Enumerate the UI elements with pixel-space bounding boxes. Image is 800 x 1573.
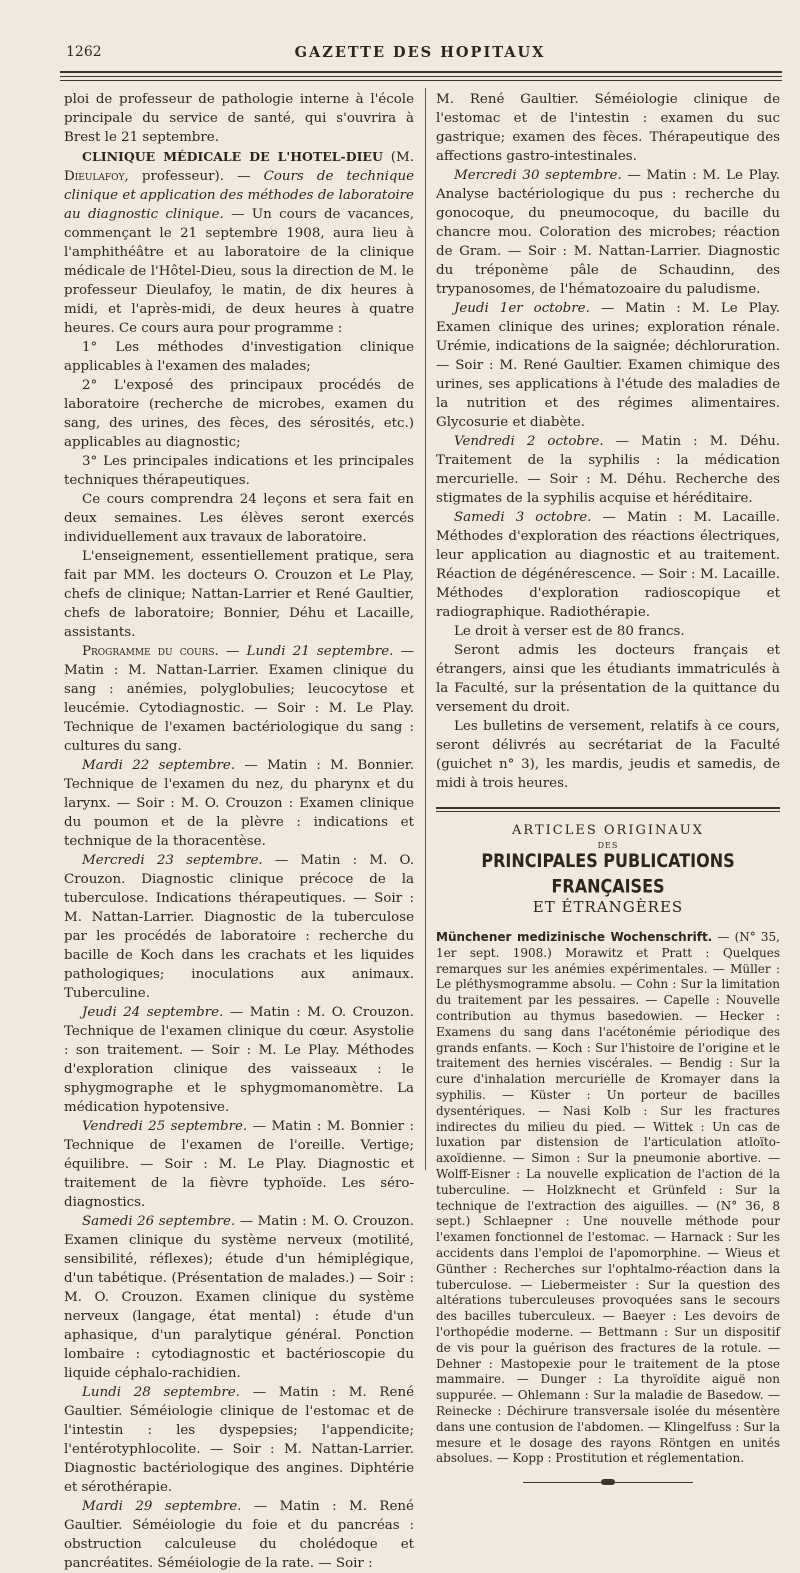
clinic-announcement: CLINIQUE MÉDICALE DE L'HOTEL-DIEU (M. Dieulafoy, professeur). — Cours de technique clinique et application des méthodes de laboratoire au diagnostic clinique. — Un cours de vacances, commençant le 21 septembre 1908, aura lieu à l'amphithéâtre et au laboratoire de la clinique médicale de l'Hôtel-Dieu, sous la direction de M. le professeur Dieulafoy, le matin, de dix heures à midi, et l'après-midi, de deux heures à quatre heures. Ce cours aura pour programme :	[64, 149, 414, 336]
header-rule-thick	[60, 71, 782, 73]
program-item: 3° Les principales indications et les principales techniques thérapeutiques.	[64, 454, 414, 488]
section-header	[436, 807, 780, 918]
section-title: ARTICLES ORIGINAUX	[512, 823, 704, 838]
course-title: Cours de technique clinique et application des méthodes de laboratoire au diagnostic clinique.	[64, 169, 414, 222]
header-rule-thin-2	[60, 80, 782, 81]
left-column	[64, 90, 414, 1573]
program-item: 1° Les méthodes d'investigation clinique applicables à l'examen des malades;	[64, 340, 414, 374]
schedule-date: Mardi 29 septembre.	[82, 1499, 242, 1514]
schedule-date: Jeudi 24 septembre.	[82, 1005, 224, 1020]
paragraph: ploi de professeur de pathologie interne à l'école principale du service de santé, qui s'ouvrira à Brest le 21 septembre.	[64, 92, 414, 145]
schedule-entry: Samedi 3 octobre. — Matin : M. Lacaille. Méthodes d'exploration des réactions électriques, leur application au diagnostic et au traitement. Réaction de dégénérescence. — Soir : M. Lacaille. Méthodes d'exploration radioscopique et radiographique. Radiothérapie.	[436, 510, 780, 620]
paragraph: Le droit à verser est de 80 francs.	[454, 624, 685, 639]
section-subtitle: ET ÉTRANGÈRES	[532, 898, 684, 916]
paragraph: Ce cours comprendra 24 leçons et sera fait en deux semaines. Les élèves seront exercés individuellement aux travaux de laboratoire.	[64, 492, 414, 545]
schedule-date: Vendredi 2 octobre.	[454, 434, 604, 449]
schedule-entry: Samedi 26 septembre. — Matin : M. O. Crouzon. Examen clinique du système nerveux (motilité, sensibilité, réflexes); étude d'un hémiplégique, d'un tabétique. (Présentation de malades.) — Soir : M. O. Crouzon. Examen clinique du système nerveux (langage, état mental) : étude d'un aphasique, d'un paralytique général. Ponction lombaire : cytodiagnostic et bactérioscopie du liquide céphalo-rachidien.	[64, 1214, 415, 1381]
program-item: 2° L'exposé des principaux procédés de laboratoire (recherche de microbes, examen du sang, des urines, des fèces, des sérosités, etc.) applicables au diagnostic;	[64, 378, 414, 450]
schedule-entry: Mardi 29 septembre. — Matin : M. René Gaultier. Séméiologie du foie et du pancréas : obstruction calculeuse du cholédoque et pancréatites. Séméiologie de la rate. — Soir :	[64, 1499, 414, 1571]
page-header	[60, 42, 780, 64]
schedule-entry: Mercredi 30 septembre. — Matin : M. Le Play. Analyse bactériologique du pus : recherche du gonocoque, du pneumocoque, du bacille du chancre mou. Coloration des microbes; réaction de Gram. — Soir : M. Nattan-Larrier. Diagnostic du tréponème pâle de Schaudinn, des trypanosomes, de l'hématozoaire du paludisme.	[436, 168, 780, 297]
schedule-date: Samedi 26 septembre.	[82, 1214, 236, 1229]
header-rule-thin	[60, 76, 782, 77]
professor-name: Dieulafoy	[64, 169, 125, 184]
schedule-entry: Mercredi 23 septembre. — Matin : M. O. Crouzon. Diagnostic clinique précoce de la tuberculose. Indications thérapeutiques. — Soir : M. Nattan-Larrier. Diagnostic de la tuberculose par les procédés de laboratoire : recherche du bacille de Koch dans les crachats et les liquides pathologiques; inoculations aux animaux. Tuberculine.	[64, 853, 414, 1001]
paragraph: Les bulletins de versement, relatifs à ce cours, seront délivrés au secrétariat de la Faculté (guichet n° 3), les mardis, jeudis et samedis, de midi à trois heures.	[436, 719, 780, 791]
schedule-date: Vendredi 25 septembre.	[82, 1119, 248, 1134]
section-rule	[436, 811, 780, 812]
journal-abstract: Münchener medizinische Wochenschrift. — (N° 35, 1er sept. 1908.) Morawitz et Pratt : Quelques remarques sur les anémies expérimentales. — Müller : Le pléthysmogramme absolu. — Cohn : Sur la limitation du traitement par les pessaires. — Capelle : Nouvelle contribution au thymus basedowien. — Hecker : Examens du sang dans l'acétonémie périodique des grands enfants. — Koch : Sur l'histoire de l'origine et le traitement des hernies viscérales. — Bendig : Sur la cure d'inhalation mercurielle de Kromayer dans la syphilis. — Küster : Un porteur de bacilles dysentériques. — Nasi Kolb : Sur les fractures indirectes du milieu du pied. — Wittek : Un cas de luxation par distension de l'articulation atloïto-axoïdienne. — Simon : Sur la pneumonie abortive. — Wolff-Eisner : La nouvelle explication de l'action de la tuberculine. — Holzknecht et Grünfeld : Sur la technique de l'extraction des aiguilles. — (N° 36, 8 sept.) Schlaepner : Une nouvelle méthode pour l'examen fonctionnel de l'estomac. — Harnack : Sur les accidents dans l'emploi de l'apomorphine. — Wieus et Günther : Recherches sur l'ophtalmo-réaction dans la tuberculose. — Liebermeister : Sur la question des altérations tuberculeuses provoquées sans le secours des bacilles tuberculeux. — Baeyer : Les devoirs de l'orthopédie moderne. — Bettmann : Sur un dispositif de vis pour la guérison des fractures de la rotule. — Dehner : Mastopexie pour le traitement de la ptose mammaire. — Dunger : La thyroïdite aiguë non suppurée. — Ohlemann : Sur la maladie de Basedow. — Reinecke : Déchirure transversale isolée du mésentère dans une contusion de l'abdomen. — Klingelfuss : Sur la mesure et le dosage des rayons Röntgen en unités absolues. — Kopp : Prostitution et réglementation.	[436, 930, 780, 1466]
ornament-divider	[523, 1477, 693, 1487]
announcement-heading: CLINIQUE MÉDICALE DE L'HOTEL-DIEU	[82, 149, 383, 164]
schedule-entry: Mardi 22 septembre. — Matin : M. Bonnier. Technique de l'examen du nez, du pharynx et du larynx. — Soir : M. O. Crouzon : Examen clinique du poumon et de la plèvre : indications et technique de la thoracentèse.	[64, 758, 414, 849]
paragraph: Seront admis les docteurs français et étrangers, ainsi que les étudiants immatriculés à la Faculté, sur la présentation de la quittance du versement du droit.	[436, 643, 780, 715]
running-title: GAZETTE DES HOPITAUX	[294, 44, 546, 61]
section-rule	[436, 807, 780, 809]
schedule-date: Jeudi 1er octobre.	[454, 301, 590, 316]
schedule-entry: Vendredi 2 octobre. — Matin : M. Déhu. Traitement de la syphilis : la médication mercurielle. — Soir : M. Déhu. Recherche des stigmates de la syphilis acquise et héréditaire.	[436, 434, 780, 506]
schedule-date: Samedi 3 octobre.	[454, 510, 592, 525]
schedule-date: Lundi 28 septembre.	[82, 1385, 240, 1400]
schedule-entry: Programme du cours. — Lundi 21 septembre. — Matin : M. Nattan-Larrier. Examen clinique du sang : anémies, polyglobulies; leucocytose et leucémie. Cytodiagnostic. — Soir : M. Le Play. Technique de l'examen bactériologique du sang : cultures du sang.	[64, 644, 414, 754]
section-main-title: PRINCIPALES PUBLICATIONS FRANÇAISES	[481, 849, 735, 897]
schedule-entry: M. René Gaultier. Séméiologie clinique de l'estomac et de l'intestin : examen du suc gastrique; examen des fèces. Thérapeutique des affections gastro-intestinales.	[436, 92, 780, 164]
program-heading: Programme du cours.	[82, 644, 219, 659]
schedule-date: Mardi 22 septembre.	[82, 758, 236, 773]
schedule-date: Mercredi 23 septembre.	[82, 853, 263, 868]
schedule-date: Mercredi 30 septembre.	[454, 168, 622, 183]
schedule-entry: Vendredi 25 septembre. — Matin : M. Bonnier : Technique de l'examen de l'oreille. Vertige; équilibre. — Soir : M. Le Play. Diagnostic et traitement de la fièvre typhoïde. Les séro-diagnostics.	[64, 1119, 414, 1210]
journal-name: Münchener medizinische Wochenschrift.	[436, 930, 713, 944]
page-number: 1262	[66, 44, 102, 60]
schedule-entry: Jeudi 1er octobre. — Matin : M. Le Play. Examen clinique des urines; exploration rénale. Urémie, indications de la saignée; déchloruration. — Soir : M. René Gaultier. Examen chimique des urines, ses applications à l'étude des maladies de la nutrition et des régimes alimentaires. Glycosurie et diabète.	[436, 301, 780, 430]
paragraph: L'enseignement, essentiellement pratique, sera fait par MM. les docteurs O. Crouzon et Le Play, chefs de clinique; Nattan-Larrier et René Gaultier, chefs de laboratoire; Bonnier, Déhu et Lacaille, assistants.	[64, 549, 414, 640]
schedule-entry: Lundi 28 septembre. — Matin : M. René Gaultier. Séméiologie clinique de l'estomac et de l'intestin : les dyspepsies; l'appendicite; l'entérotyphlocolite. — Soir : M. Nattan-Larrier. Diagnostic bactériologique des angines. Diphtérie et sérothérapie.	[64, 1385, 414, 1495]
right-column	[436, 90, 780, 1487]
column-divider	[425, 88, 426, 1170]
schedule-entry: Jeudi 24 septembre. — Matin : M. O. Crouzon. Technique de l'examen clinique du cœur. Asystolie : son traitement. — Soir : M. Le Play. Méthodes d'exploration clinique des vaisseaux : le sphygmographe et le sphygmomanomètre. La médication hypotensive.	[64, 1005, 414, 1115]
section-des: DES	[597, 841, 619, 850]
schedule-date: Lundi 21 septembre.	[246, 644, 394, 659]
